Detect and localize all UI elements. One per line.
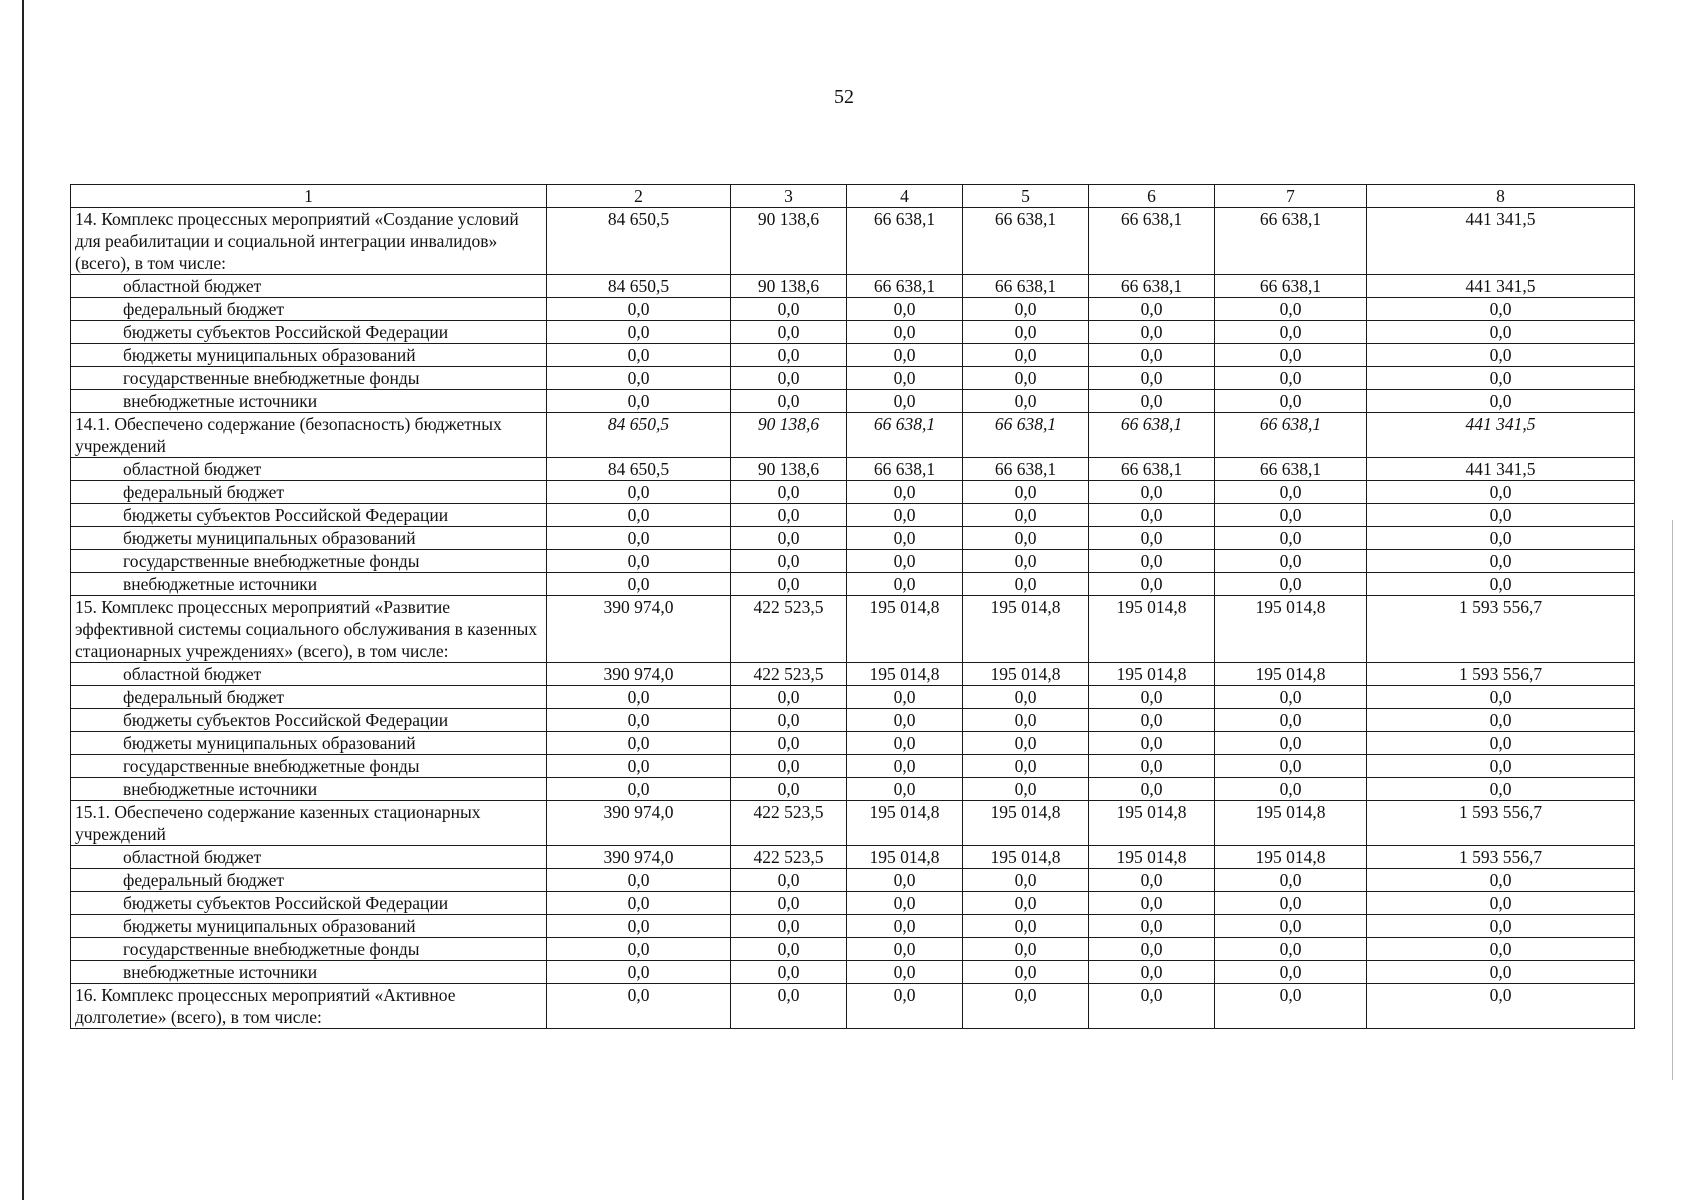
table-row-source (71, 550, 1635, 573)
value-cell: 0,0 (963, 321, 1089, 344)
value-cell: 0,0 (731, 344, 847, 367)
value-cell: 0,0 (847, 938, 963, 961)
value-cell: 0,0 (1215, 869, 1367, 892)
table-row-source (71, 755, 1635, 778)
funding-source-label: областной бюджет (71, 275, 547, 298)
value-cell: 0,0 (1367, 550, 1635, 573)
value-cell: 195 014,8 (1215, 663, 1367, 686)
column-header: 8 (1367, 185, 1635, 208)
value-cell: 0,0 (847, 709, 963, 732)
table-row-source (71, 367, 1635, 390)
value-cell: 0,0 (731, 915, 847, 938)
value-cell: 0,0 (1089, 344, 1215, 367)
value-cell: 0,0 (1089, 550, 1215, 573)
value-cell: 0,0 (1089, 938, 1215, 961)
value-cell: 0,0 (847, 869, 963, 892)
value-cell: 195 014,8 (1089, 846, 1215, 869)
funding-source-label: внебюджетные источники (71, 961, 547, 984)
value-cell: 0,0 (1215, 573, 1367, 596)
row-title: 16. Комплекс процессных мероприятий «Активное долголетие» (всего), в том числе: (71, 984, 547, 1029)
value-cell: 390 974,0 (547, 801, 731, 846)
row-title: 15.1. Обеспечено содержание казенных стационарных учреждений (71, 801, 547, 846)
value-cell: 0,0 (547, 321, 731, 344)
table-row-source (71, 709, 1635, 732)
value-cell: 0,0 (731, 869, 847, 892)
value-cell: 0,0 (847, 755, 963, 778)
value-cell: 0,0 (1367, 961, 1635, 984)
value-cell: 0,0 (847, 984, 963, 1029)
table-row-main (71, 208, 1635, 275)
value-cell: 0,0 (731, 892, 847, 915)
value-cell: 0,0 (1215, 550, 1367, 573)
value-cell: 422 523,5 (731, 846, 847, 869)
value-cell: 0,0 (963, 367, 1089, 390)
value-cell: 0,0 (1089, 709, 1215, 732)
funding-source-label: федеральный бюджет (71, 686, 547, 709)
value-cell: 195 014,8 (1089, 663, 1215, 686)
value-cell: 0,0 (963, 481, 1089, 504)
funding-source-label: бюджеты муниципальных образований (71, 344, 547, 367)
value-cell: 0,0 (1215, 984, 1367, 1029)
column-header: 2 (547, 185, 731, 208)
value-cell: 195 014,8 (1215, 801, 1367, 846)
funding-source-label: государственные внебюджетные фонды (71, 550, 547, 573)
value-cell: 84 650,5 (547, 208, 731, 275)
budget-table (70, 184, 1635, 1029)
value-cell: 0,0 (1215, 527, 1367, 550)
value-cell: 0,0 (731, 755, 847, 778)
value-cell: 195 014,8 (963, 846, 1089, 869)
value-cell: 0,0 (1089, 298, 1215, 321)
funding-source-label: областной бюджет (71, 846, 547, 869)
value-cell: 0,0 (731, 961, 847, 984)
value-cell: 0,0 (547, 732, 731, 755)
table-row-source (71, 298, 1635, 321)
value-cell: 0,0 (547, 892, 731, 915)
row-title: 14.1. Обеспечено содержание (безопасность) бюджетных учреждений (71, 413, 547, 458)
value-cell: 0,0 (847, 367, 963, 390)
value-cell: 66 638,1 (963, 413, 1089, 458)
value-cell: 90 138,6 (731, 208, 847, 275)
value-cell: 0,0 (1215, 892, 1367, 915)
value-cell: 0,0 (547, 481, 731, 504)
value-cell: 0,0 (1215, 938, 1367, 961)
value-cell: 0,0 (1367, 709, 1635, 732)
value-cell: 66 638,1 (963, 458, 1089, 481)
funding-source-label: государственные внебюджетные фонды (71, 367, 547, 390)
value-cell: 0,0 (731, 573, 847, 596)
value-cell: 0,0 (1367, 298, 1635, 321)
value-cell: 0,0 (731, 686, 847, 709)
value-cell: 0,0 (1215, 298, 1367, 321)
value-cell: 0,0 (1089, 573, 1215, 596)
table-row-source (71, 663, 1635, 686)
value-cell: 0,0 (547, 984, 731, 1029)
value-cell: 0,0 (847, 732, 963, 755)
column-header: 6 (1089, 185, 1215, 208)
table-row-main (71, 801, 1635, 846)
value-cell: 0,0 (1367, 481, 1635, 504)
funding-source-label: областной бюджет (71, 458, 547, 481)
table-row-source (71, 732, 1635, 755)
value-cell: 0,0 (731, 504, 847, 527)
value-cell: 195 014,8 (1215, 846, 1367, 869)
row-title: 15. Комплекс процессных мероприятий «Развитие эффективной системы социального обслуживания в казенных стационарных учреждениях» (всего), в том числе: (71, 596, 547, 663)
value-cell: 0,0 (731, 367, 847, 390)
value-cell: 0,0 (1215, 367, 1367, 390)
table-row-source (71, 938, 1635, 961)
column-number-row (71, 185, 1635, 208)
value-cell: 0,0 (847, 915, 963, 938)
table-row-source (71, 686, 1635, 709)
value-cell: 0,0 (847, 298, 963, 321)
table-row-main (71, 413, 1635, 458)
table-body (71, 208, 1635, 1029)
value-cell: 66 638,1 (847, 208, 963, 275)
value-cell: 84 650,5 (547, 458, 731, 481)
value-cell: 0,0 (1367, 504, 1635, 527)
value-cell: 422 523,5 (731, 663, 847, 686)
funding-source-label: внебюджетные источники (71, 390, 547, 413)
funding-source-label: внебюджетные источники (71, 778, 547, 801)
value-cell: 0,0 (1215, 732, 1367, 755)
table-row-source (71, 778, 1635, 801)
value-cell: 1 593 556,7 (1367, 663, 1635, 686)
value-cell: 0,0 (1089, 390, 1215, 413)
value-cell: 84 650,5 (547, 275, 731, 298)
value-cell: 0,0 (1215, 915, 1367, 938)
table-row-source (71, 961, 1635, 984)
table-row-source (71, 344, 1635, 367)
value-cell: 90 138,6 (731, 275, 847, 298)
value-cell: 66 638,1 (1215, 275, 1367, 298)
value-cell: 0,0 (1215, 344, 1367, 367)
value-cell: 195 014,8 (847, 846, 963, 869)
value-cell: 0,0 (547, 961, 731, 984)
value-cell: 0,0 (847, 550, 963, 573)
value-cell: 0,0 (1367, 390, 1635, 413)
value-cell: 0,0 (731, 298, 847, 321)
column-header: 4 (847, 185, 963, 208)
value-cell: 195 014,8 (1089, 596, 1215, 663)
value-cell: 0,0 (547, 573, 731, 596)
value-cell: 0,0 (547, 869, 731, 892)
value-cell: 441 341,5 (1367, 413, 1635, 458)
value-cell: 441 341,5 (1367, 458, 1635, 481)
value-cell: 0,0 (1215, 778, 1367, 801)
value-cell: 66 638,1 (1089, 413, 1215, 458)
value-cell: 0,0 (1367, 892, 1635, 915)
value-cell: 0,0 (847, 892, 963, 915)
value-cell: 0,0 (547, 344, 731, 367)
value-cell: 0,0 (1089, 892, 1215, 915)
value-cell: 0,0 (1367, 732, 1635, 755)
value-cell: 0,0 (547, 298, 731, 321)
value-cell: 0,0 (1089, 367, 1215, 390)
value-cell: 0,0 (1367, 755, 1635, 778)
value-cell: 0,0 (847, 344, 963, 367)
value-cell: 195 014,8 (847, 663, 963, 686)
value-cell: 0,0 (963, 869, 1089, 892)
table-row-source (71, 573, 1635, 596)
value-cell: 0,0 (1367, 344, 1635, 367)
value-cell: 0,0 (963, 892, 1089, 915)
value-cell: 66 638,1 (963, 208, 1089, 275)
value-cell: 0,0 (1215, 686, 1367, 709)
value-cell: 66 638,1 (1215, 208, 1367, 275)
value-cell: 0,0 (963, 732, 1089, 755)
table-row-source (71, 390, 1635, 413)
table-row-source (71, 481, 1635, 504)
value-cell: 0,0 (1089, 915, 1215, 938)
value-cell: 0,0 (731, 527, 847, 550)
table-row-source (71, 846, 1635, 869)
value-cell: 195 014,8 (1215, 596, 1367, 663)
value-cell: 0,0 (547, 550, 731, 573)
value-cell: 0,0 (1089, 504, 1215, 527)
value-cell: 0,0 (1367, 527, 1635, 550)
value-cell: 0,0 (731, 778, 847, 801)
funding-source-label: бюджеты субъектов Российской Федерации (71, 709, 547, 732)
value-cell: 0,0 (731, 550, 847, 573)
value-cell: 390 974,0 (547, 663, 731, 686)
funding-source-label: внебюджетные источники (71, 573, 547, 596)
funding-source-label: бюджеты муниципальных образований (71, 732, 547, 755)
value-cell: 66 638,1 (1089, 275, 1215, 298)
value-cell: 441 341,5 (1367, 275, 1635, 298)
value-cell: 0,0 (963, 298, 1089, 321)
funding-source-label: федеральный бюджет (71, 298, 547, 321)
value-cell: 84 650,5 (547, 413, 731, 458)
value-cell: 1 593 556,7 (1367, 846, 1635, 869)
value-cell: 0,0 (1367, 321, 1635, 344)
value-cell: 0,0 (1089, 961, 1215, 984)
value-cell: 66 638,1 (847, 458, 963, 481)
value-cell: 0,0 (963, 984, 1089, 1029)
value-cell: 0,0 (1089, 686, 1215, 709)
value-cell: 0,0 (1367, 778, 1635, 801)
funding-source-label: государственные внебюджетные фонды (71, 938, 547, 961)
value-cell: 0,0 (1089, 732, 1215, 755)
row-title: 14. Комплекс процессных мероприятий «Создание условий для реабилитации и социальной интеграции инвалидов» (всего), в том числе: (71, 208, 547, 275)
value-cell: 0,0 (731, 732, 847, 755)
value-cell: 195 014,8 (963, 801, 1089, 846)
value-cell: 0,0 (847, 504, 963, 527)
value-cell: 0,0 (1367, 915, 1635, 938)
table-row-source (71, 275, 1635, 298)
funding-source-label: бюджеты субъектов Российской Федерации (71, 504, 547, 527)
value-cell: 0,0 (963, 527, 1089, 550)
value-cell: 0,0 (547, 390, 731, 413)
column-header: 1 (71, 185, 547, 208)
value-cell: 0,0 (847, 481, 963, 504)
value-cell: 0,0 (1215, 390, 1367, 413)
value-cell: 0,0 (963, 550, 1089, 573)
funding-source-label: бюджеты субъектов Российской Федерации (71, 892, 547, 915)
value-cell: 0,0 (963, 778, 1089, 801)
value-cell: 0,0 (547, 938, 731, 961)
table-row-source (71, 458, 1635, 481)
value-cell: 0,0 (1367, 686, 1635, 709)
table-row-source (71, 915, 1635, 938)
value-cell: 0,0 (547, 778, 731, 801)
table-row-source (71, 892, 1635, 915)
funding-source-label: бюджеты субъектов Российской Федерации (71, 321, 547, 344)
table-row-main (71, 984, 1635, 1029)
value-cell: 0,0 (1215, 755, 1367, 778)
funding-source-label: областной бюджет (71, 663, 547, 686)
table-row-main (71, 596, 1635, 663)
value-cell: 0,0 (1367, 984, 1635, 1029)
value-cell: 66 638,1 (1215, 413, 1367, 458)
value-cell: 0,0 (1089, 321, 1215, 344)
table-row-source (71, 504, 1635, 527)
value-cell: 66 638,1 (963, 275, 1089, 298)
value-cell: 0,0 (847, 686, 963, 709)
table-row-source (71, 321, 1635, 344)
value-cell: 90 138,6 (731, 458, 847, 481)
value-cell: 66 638,1 (847, 413, 963, 458)
value-cell: 90 138,6 (731, 413, 847, 458)
value-cell: 0,0 (1367, 573, 1635, 596)
value-cell: 195 014,8 (1089, 801, 1215, 846)
value-cell: 0,0 (1089, 984, 1215, 1029)
value-cell: 1 593 556,7 (1367, 801, 1635, 846)
value-cell: 1 593 556,7 (1367, 596, 1635, 663)
value-cell: 0,0 (731, 481, 847, 504)
value-cell: 66 638,1 (847, 275, 963, 298)
value-cell: 0,0 (547, 709, 731, 732)
value-cell: 0,0 (1215, 709, 1367, 732)
value-cell: 0,0 (731, 984, 847, 1029)
value-cell: 0,0 (1089, 778, 1215, 801)
column-header: 5 (963, 185, 1089, 208)
value-cell: 0,0 (963, 686, 1089, 709)
value-cell: 195 014,8 (963, 596, 1089, 663)
value-cell: 0,0 (847, 573, 963, 596)
value-cell: 0,0 (1215, 961, 1367, 984)
value-cell: 0,0 (847, 321, 963, 344)
value-cell: 0,0 (731, 390, 847, 413)
value-cell: 0,0 (547, 504, 731, 527)
table-row-source (71, 869, 1635, 892)
value-cell: 0,0 (547, 527, 731, 550)
value-cell: 0,0 (847, 390, 963, 413)
value-cell: 0,0 (731, 709, 847, 732)
value-cell: 0,0 (731, 321, 847, 344)
column-header: 3 (731, 185, 847, 208)
value-cell: 0,0 (963, 915, 1089, 938)
value-cell: 0,0 (1367, 367, 1635, 390)
value-cell: 0,0 (847, 527, 963, 550)
value-cell: 0,0 (1089, 869, 1215, 892)
value-cell: 66 638,1 (1215, 458, 1367, 481)
value-cell: 66 638,1 (1089, 458, 1215, 481)
page-number: 52 (834, 86, 854, 108)
funding-source-label: бюджеты муниципальных образований (71, 915, 547, 938)
value-cell: 0,0 (547, 686, 731, 709)
value-cell: 0,0 (547, 915, 731, 938)
value-cell: 0,0 (1367, 869, 1635, 892)
value-cell: 0,0 (1215, 321, 1367, 344)
funding-source-label: государственные внебюджетные фонды (71, 755, 547, 778)
value-cell: 0,0 (547, 367, 731, 390)
value-cell: 422 523,5 (731, 596, 847, 663)
value-cell: 0,0 (963, 504, 1089, 527)
value-cell: 0,0 (1367, 938, 1635, 961)
funding-source-label: федеральный бюджет (71, 869, 547, 892)
scan-edge-right (1672, 520, 1673, 1080)
value-cell: 0,0 (963, 344, 1089, 367)
value-cell: 422 523,5 (731, 801, 847, 846)
value-cell: 0,0 (963, 938, 1089, 961)
value-cell: 66 638,1 (1089, 208, 1215, 275)
value-cell: 441 341,5 (1367, 208, 1635, 275)
value-cell: 390 974,0 (547, 596, 731, 663)
value-cell: 0,0 (1215, 481, 1367, 504)
value-cell: 0,0 (1215, 504, 1367, 527)
scan-edge-left (22, 0, 24, 1200)
column-header: 7 (1215, 185, 1367, 208)
value-cell: 0,0 (847, 961, 963, 984)
value-cell: 0,0 (963, 961, 1089, 984)
value-cell: 0,0 (547, 755, 731, 778)
value-cell: 195 014,8 (963, 663, 1089, 686)
funding-source-label: бюджеты муниципальных образований (71, 527, 547, 550)
value-cell: 0,0 (963, 390, 1089, 413)
value-cell: 0,0 (963, 709, 1089, 732)
value-cell: 0,0 (847, 778, 963, 801)
value-cell: 0,0 (1089, 755, 1215, 778)
value-cell: 195 014,8 (847, 801, 963, 846)
value-cell: 0,0 (963, 755, 1089, 778)
value-cell: 0,0 (1089, 481, 1215, 504)
table-row-source (71, 527, 1635, 550)
value-cell: 195 014,8 (847, 596, 963, 663)
value-cell: 390 974,0 (547, 846, 731, 869)
funding-source-label: федеральный бюджет (71, 481, 547, 504)
value-cell: 0,0 (963, 573, 1089, 596)
value-cell: 0,0 (731, 938, 847, 961)
value-cell: 0,0 (1089, 527, 1215, 550)
